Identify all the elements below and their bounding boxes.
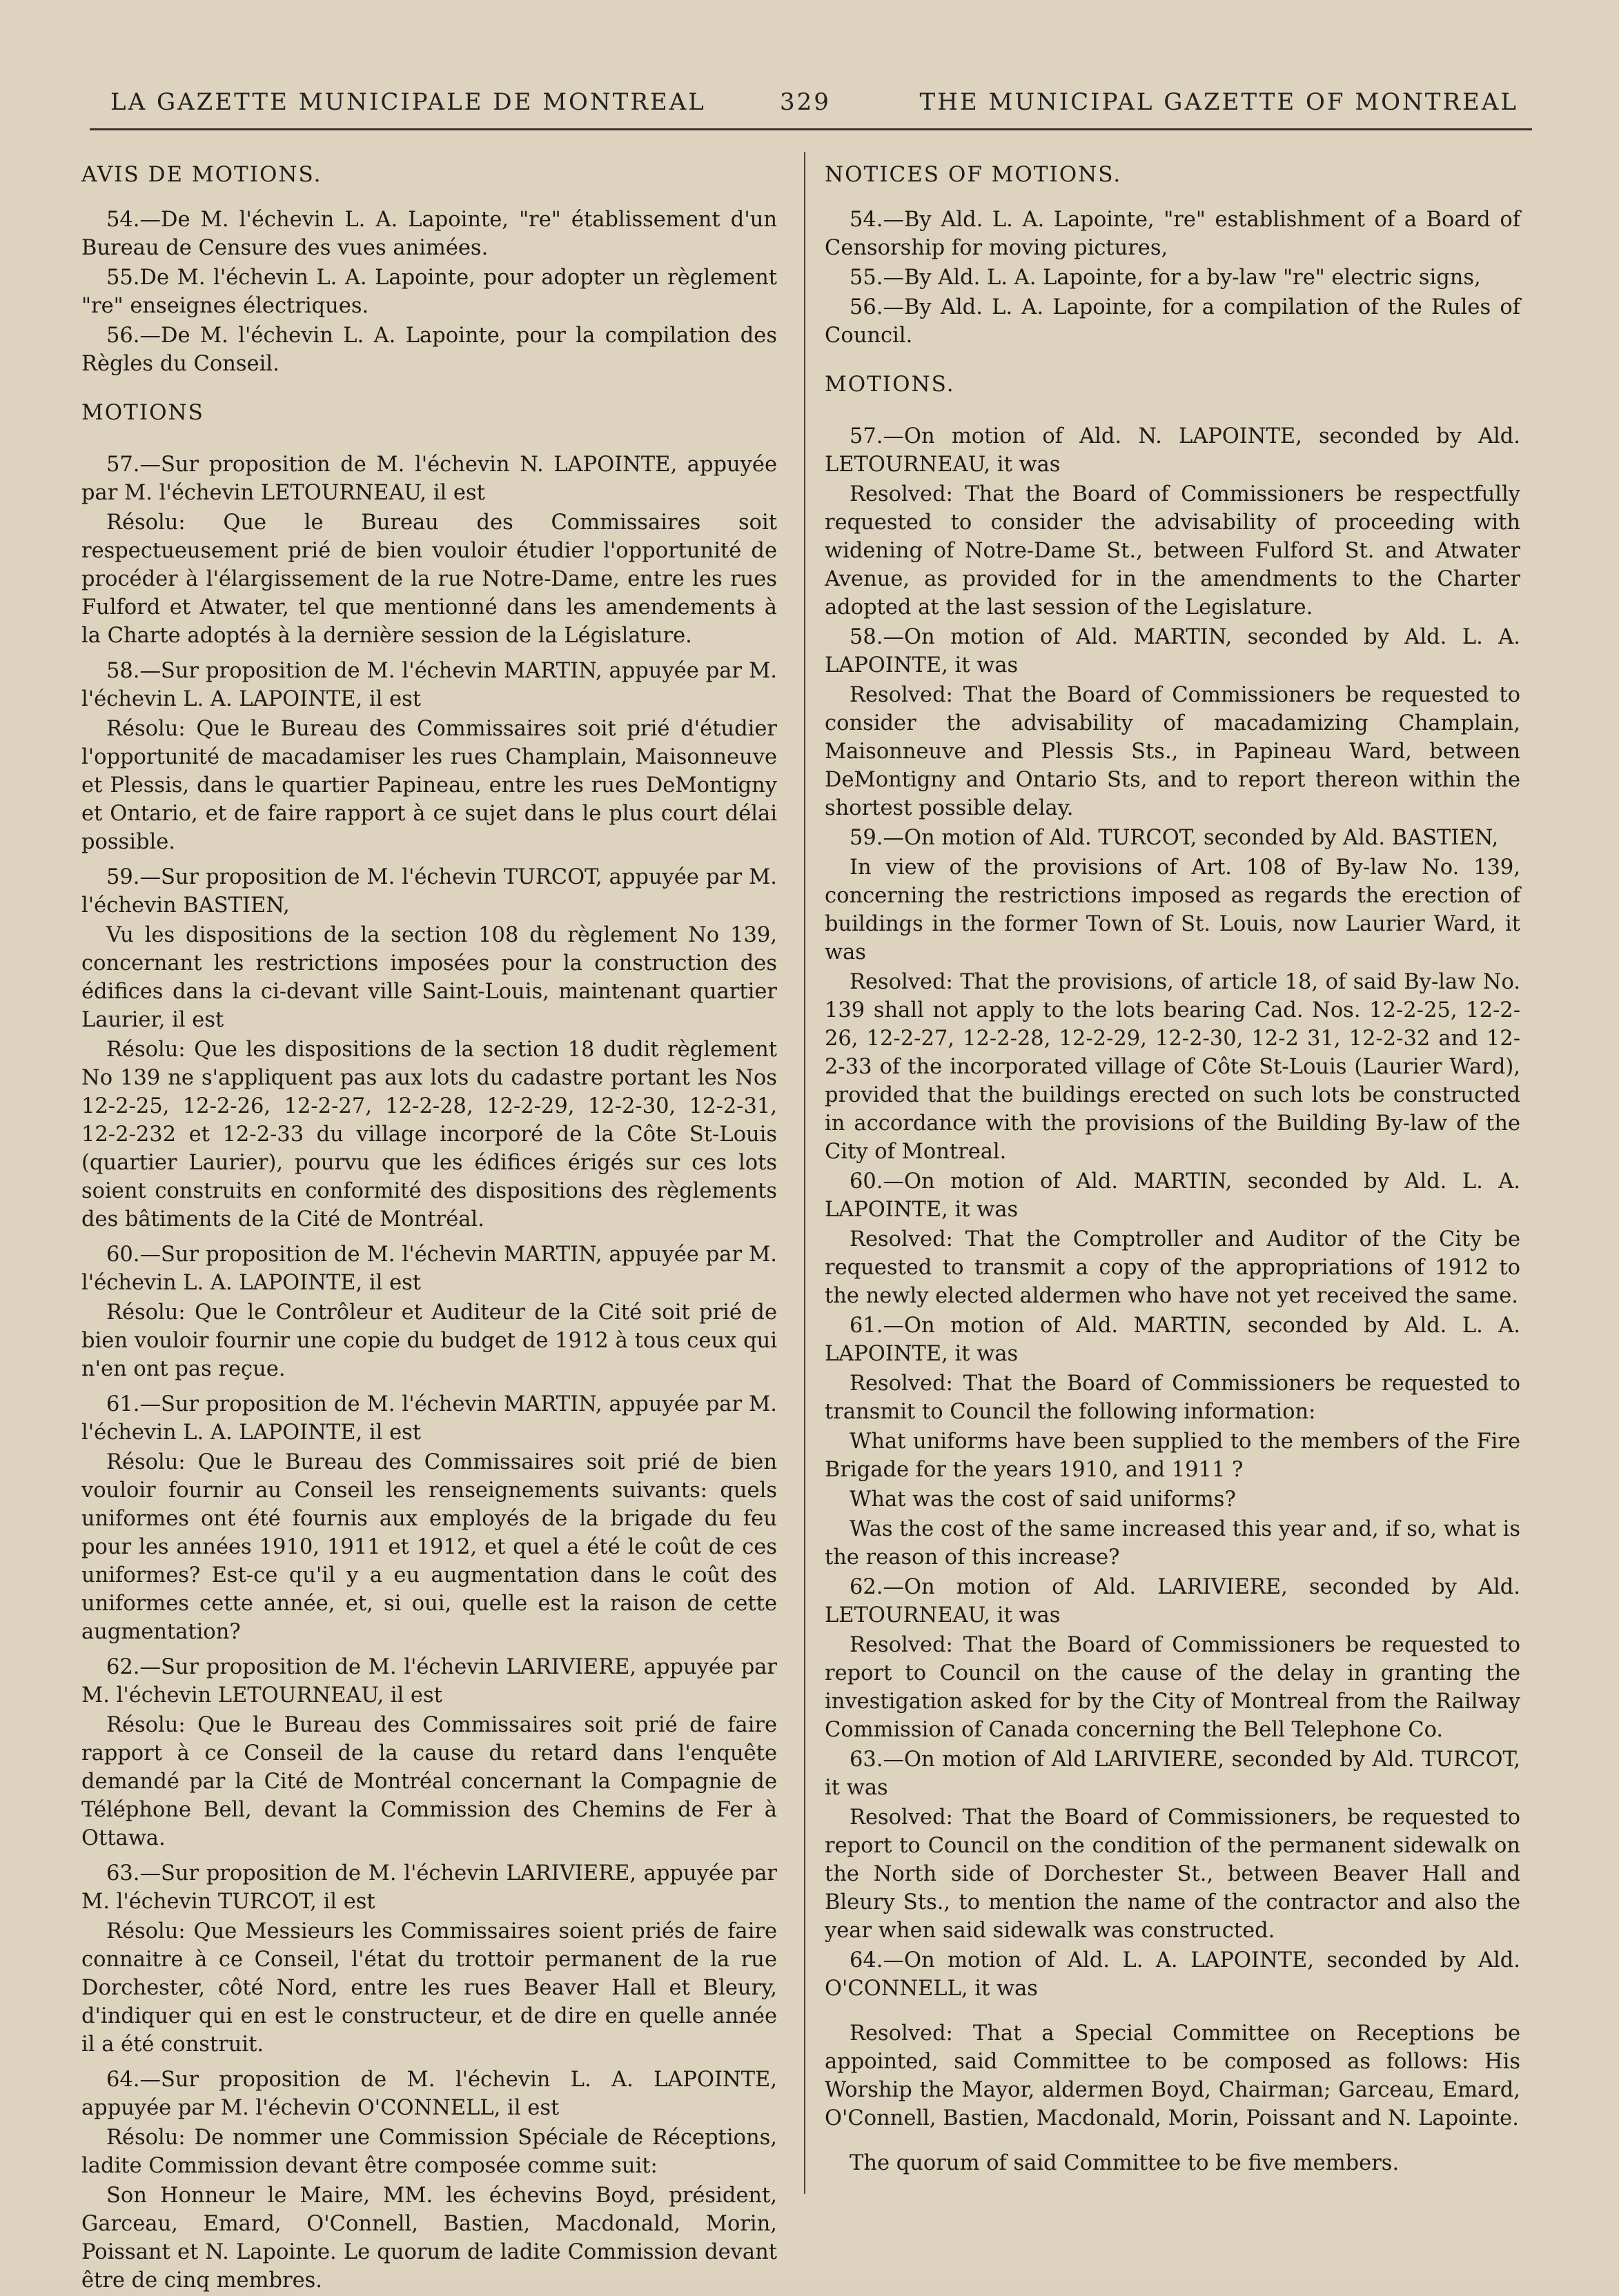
english-resolution: Resolved: That the Comptroller and Auditor of the City be requested to transmit a copy of the appropriations of 1912 to the newly elected aldermen who have not yet received the same.: [825, 1227, 1520, 1308]
header-english-title: THE MUNICIPAL GAZETTE OF MONTREAL: [919, 88, 1518, 116]
french-resolution: Résolu: Que le Contrôleur et Auditeur de la Cité soit prié de bien vouloir fournir une copie du budget de 1912 à tous ceux qui n'en ont pas reçue.: [81, 1300, 777, 1381]
english-column: [825, 155, 1520, 2179]
french-column: [81, 155, 777, 2296]
english-motion-intro: 59.—On motion of Ald. TURCOT, seconded by Ald. BASTIEN,: [850, 826, 1499, 850]
english-question: What uniforms have been supplied to the members of the Fire Brigade for the years 1910, and 1911 ?: [825, 1429, 1520, 1482]
english-motion-intro: 64.—On motion of Ald. L. A. LAPOINTE, seconded by Ald. O'CONNELL, it was: [825, 1948, 1520, 2001]
page-number: 329: [780, 88, 831, 116]
french-resolution: Résolu: Que les dispositions de la section 18 dudit règlement No 139 ne s'appliquent pas aux lots du cadastre portant les Nos 12-2-25, 12-2-26, 12-2-27, 12-2-28, 12-2-29, 12-2-30, 12-2-31, 12-2-232 et 12-2-33 du village incorporé de la Côte St-Louis (quartier Laurier), pourvu que les édifices érigés sur ces lots soient construits en conformité des dispositions des règlements des bâtiments de la Cité de Montréal.: [81, 1038, 777, 1231]
french-motion-intro: 59.—Sur proposition de M. l'échevin TURCOT, appuyée par M. l'échevin BASTIEN,: [81, 865, 777, 918]
english-resolution: Resolved: That the Board of Commissioners, be requested to report to Council on the condition of the permanent sidewalk on the North side of Dorchester St., between Beaver Hall and Bleury Sts., to mention the name of the contractor and also the year when said sidewalk was constructed.: [825, 1805, 1520, 1943]
english-notice: 54.—By Ald. L. A. Lapointe, "re" establishment of a Board of Censorship for moving pictures,: [825, 208, 1520, 260]
english-resolution: Resolved: That the Board of Commissioners be respectfully requested to consider the advisability of proceeding with widening of Notre-Dame St., between Fulford St. and Atwater Avenue, as provided for in the amendments to the Charter adopted at the last session of the Legislature.: [825, 482, 1520, 620]
french-considerant: Vu les dispositions de la section 108 du règlement No 139, concernant les restrictions imposées pour la construction des édifices dans la ci-devant ville Saint-Louis, maintenant quartier Laurier, il est: [81, 923, 777, 1032]
french-motion-intro: 58.—Sur proposition de M. l'échevin MARTIN, appuyée par M. l'échevin L. A. LAPOINTE, il est: [81, 659, 777, 711]
english-question: What was the cost of said uniforms?: [850, 1487, 1236, 1512]
english-resolution: Resolved: That the provisions, of article 18, of said By-law No. 139 shall not apply to the lots bearing Cad. Nos. 12-2-25, 12-2-26, 12-2-27, 12-2-28, 12-2-29, 12-2-30, 12-2 31, 12-2-32 and 12-2-33 of the incorporated village of Côte St-Louis (Laurier Ward), provided that the buildings erected on such lots be constructed in accordance with the provisions of the Building By-law of the City of Montreal.: [825, 970, 1520, 1164]
english-notice: 55.—By Ald. L. A. Lapointe, for a by-law "re" electric signs,: [850, 266, 1481, 290]
french-notice: 56.—De M. l'échevin L. A. Lapointe, pour la compilation des Règles du Conseil.: [81, 324, 777, 376]
english-resolution: Resolved: That the Board of Commissioners be requested to transmit to Council the following information:: [825, 1372, 1520, 1424]
french-motion-intro: 64.—Sur proposition de M. l'échevin L. A. LAPOINTE, appuyée par M. l'échevin O'CONNELL, il est: [81, 2068, 777, 2120]
french-notices-heading: AVIS DE MOTIONS.: [81, 162, 322, 187]
french-resolution: Résolu: Que le Bureau des Commissaires soit prié de bien vouloir fournir au Conseil les renseignements suivants: quels uniformes ont été fournis aux employés de la brigade du feu pour les années 1910, 1911 et 1912, et quel a été le coût de ces uniformes? Est-ce qu'il y a eu augmentation dans le coût des uniformes cette année, et, si oui, quelle est la raison de cette augmentation?: [81, 1450, 777, 1644]
french-motion-intro: 61.—Sur proposition de M. l'échevin MARTIN, appuyée par M. l'échevin L. A. LAPOINTE, il est: [81, 1392, 777, 1445]
english-question: Was the cost of the same increased this year and, if so, what is the reason of this increase?: [825, 1517, 1520, 1570]
french-resolution: Résolu: Que le Bureau des Commissaires soit prié de faire rapport à ce Conseil de la cause du retard dans l'enquête demandé par la Cité de Montréal concernant la Compagnie de Téléphone Bell, devant la Commission des Chemins de Fer à Ottawa.: [81, 1713, 777, 1850]
english-resolution: Resolved: That a Special Committee on Receptions be appointed, said Committee to be composed as follows: His Worship the Mayor, aldermen Boyd, Chairman; Garceau, Emard, O'Connell, Bastien, Macdonald, Morin, Poissant and N. Lapointe.: [825, 2021, 1520, 2130]
french-resolution: Résolu: Que le Bureau des Commissaires soit prié d'étudier l'opportunité de macadamiser les rues Champlain, Maisonneuve et Plessis, dans le quartier Papineau, entre les rues DeMontigny et Ontario, et de faire rapport à ce sujet dans le plus court délai possible.: [81, 717, 777, 854]
english-resolution: Resolved: That the Board of Commissioners be requested to report to Council on the cause of the delay in granting the investigation asked for by the City of Montreal from the Railway Commission of Canada concerning the Bell Telephone Co.: [825, 1633, 1520, 1742]
french-motion-intro: 63.—Sur proposition de M. l'échevin LARIVIERE, appuyée par M. l'échevin TURCOT, il est: [81, 1861, 777, 1914]
english-motion-intro: 60.—On motion of Ald. MARTIN, seconded by Ald. L. A. LAPOINTE, it was: [825, 1169, 1520, 1222]
english-motion-intro: 61.—On motion of Ald. MARTIN, seconded by Ald. L. A. LAPOINTE, it was: [825, 1314, 1520, 1366]
column-divider: [804, 152, 805, 2194]
english-motion-intro: 63.—On motion of Ald LARIVIERE, seconded by Ald. TURCOT, it was: [825, 1748, 1520, 1800]
french-motion-intro: 60.—Sur proposition de M. l'échevin MARTIN, appuyée par M. l'échevin L. A. LAPOINTE, il est: [81, 1243, 777, 1295]
english-whereas: In view of the provisions of Art. 108 of By-law No. 139, concerning the restrictions imposed as regards the erection of buildings in the former Town of St. Louis, now Laurier Ward, it was: [825, 855, 1520, 964]
english-motion-intro: 57.—On motion of Ald. N. LAPOINTE, seconded by Ald. LETOURNEAU, it was: [825, 424, 1520, 477]
page-header: [110, 81, 1518, 123]
french-notice: 55.De M. l'échevin L. A. Lapointe, pour adopter un règlement "re" enseignes électriques.: [81, 266, 777, 318]
french-notice: 54.—De M. l'échevin L. A. Lapointe, "re" établissement d'un Bureau de Censure des vues animées.: [81, 208, 777, 260]
english-quorum: The quorum of said Committee to be five members.: [850, 2151, 1400, 2175]
english-notices-heading: NOTICES OF MOTIONS.: [825, 162, 1122, 187]
english-motions-heading: MOTIONS.: [825, 372, 955, 397]
english-resolution: Resolved: That the Board of Commissioners be requested to consider the advisability of macadamizing Champlain, Maisonneuve and Plessis Sts., in Papineau Ward, between DeMontigny and Ontario Sts, and to report thereon within the shortest possible delay.: [825, 683, 1520, 820]
french-motions-heading: MOTIONS: [81, 400, 204, 425]
english-motion-intro: 58.—On motion of Ald. MARTIN, seconded by Ald. L. A. LAPOINTE, it was: [825, 625, 1520, 677]
french-motion-intro: 62.—Sur proposition de M. l'échevin LARIVIERE, appuyée par M. l'échevin LETOURNEAU, il est: [81, 1655, 777, 1708]
header-french-title: LA GAZETTE MUNICIPALE DE MONTREAL: [110, 88, 706, 116]
english-motion-intro: 62.—On motion of Ald. LARIVIERE, seconded by Ald. LETOURNEAU, it was: [825, 1575, 1520, 1627]
french-resolution: Résolu: De nommer une Commission Spéciale de Réceptions, ladite Commission devant être composée comme suit:: [81, 2126, 777, 2178]
french-motion-intro: 57.—Sur proposition de M. l'échevin N. LAPOINTE, appuyée par M. l'échevin LETOURNEAU, il est: [81, 453, 777, 505]
header-rule: [90, 128, 1532, 130]
french-resolution: Résolu: Que Messieurs les Commissaires soient priés de faire connaitre à ce Conseil, l'état du trottoir permanent de la rue Dorchester, côté Nord, entre les rues Beaver Hall et Bleury, d'indiquer qui en est le constructeur, et de dire en quelle année il a été construit.: [81, 1919, 777, 2057]
french-resolution: Résolu: Que le Bureau des Commissaires soit respectueusement prié de bien vouloir étudier l'opportunité de procéder à l'élargissement de la rue Notre-Dame, entre les rues Fulford et Atwater, tel que mentionné dans les amendements à la Charte adoptés à la dernière session de la Législature.: [81, 511, 777, 648]
english-notice: 56.—By Ald. L. A. Lapointe, for a compilation of the Rules of Council.: [825, 295, 1520, 348]
french-committee-members: Son Honneur le Maire, MM. les échevins Boyd, président, Garceau, Emard, O'Connell, Bastien, Macdonald, Morin, Poissant et N. Lapointe. Le quorum de ladite Commission devant être de cinq membres.: [81, 2184, 777, 2293]
